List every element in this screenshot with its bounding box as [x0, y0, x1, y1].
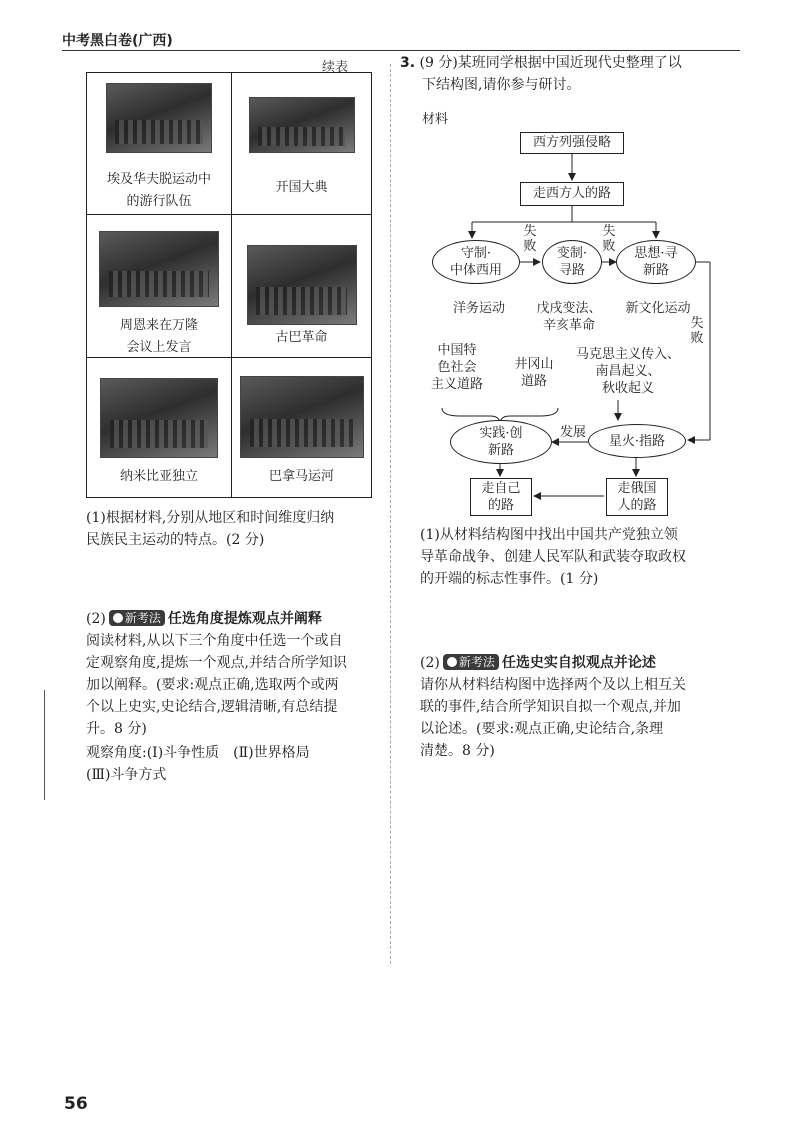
node-new-thought: 思想·寻 新路: [616, 240, 696, 284]
photo-cell-panama: [232, 358, 371, 497]
photo-founding-ceremony: [249, 97, 355, 153]
fail-label: 失败: [602, 224, 616, 254]
question-3-part-1: (1)从材料结构图中找出中国共产党独立领 导革命战争、创建人民军队和武装夺取政权 的开端的标志性事件。(1 分): [420, 527, 686, 587]
photo-cell-cuba: [232, 215, 371, 358]
node-russian-road: 走俄国 人的路: [606, 478, 668, 516]
new-method-badge: 新考法: [443, 654, 499, 670]
column-divider: [390, 64, 391, 964]
event-new-culture: 新文化运动: [625, 301, 691, 316]
question-heading: (2) 新考法 任选角度提炼观点并阐释: [86, 611, 322, 627]
node-conservative-reform: 守制· 中体西用: [432, 240, 520, 284]
exam-series-title: 中考黑白卷(广西): [62, 33, 173, 49]
node-western-road: 走西方人的路: [520, 182, 624, 206]
lightbulb-icon: [447, 657, 457, 667]
label-jinggangshan-road: 井冈山 道路: [514, 357, 554, 389]
photo-table: [86, 72, 372, 498]
header-rule: [62, 50, 740, 51]
caption: 巴拿马运河: [268, 469, 334, 484]
material-label: 材料: [422, 112, 449, 127]
label-marxism-uprisings: 马克思主义传入、 南昌起义、 秋收起义: [575, 347, 680, 396]
fail-label: 失败: [523, 224, 537, 254]
photo-cell-namibia: [87, 358, 232, 497]
photo-bandung-conference: [99, 231, 219, 307]
question-3-intro: 3. (9 分)某班同学根据中国近现代史整理了以 下结构图,请你参与研讨。: [400, 55, 682, 93]
page-number: 56: [64, 1094, 88, 1114]
node-own-road: 走自己 的路: [470, 478, 532, 516]
question-2-part-1: (1)根据材料,分别从地区和时间维度归纳 民族民主运动的特点。(2 分): [86, 510, 335, 548]
question-2-part-2: (2) 新考法 任选角度提炼观点并阐释 阅读材料,从以下三个角度中任选一个或自 定观察角度,提炼一个观点,并结合所学知识 加以阐释。(要求:观点正确,选取两个或两 个以上史实,史论结合,逻辑清晰,有总结提 升。8 分) 观察角度:(Ⅰ)斗争性质 (Ⅱ)世界格局 (Ⅲ)斗争方式: [86, 608, 386, 786]
photo-egypt-wafd-march: [106, 83, 212, 153]
caption: 纳米比亚独立: [119, 469, 198, 484]
continued-table-label: 续表: [322, 60, 349, 75]
caption: 埃及华夫脱运动中 的游行队伍: [106, 172, 211, 209]
photo-cuban-revolution: [247, 245, 357, 325]
caption: 开国大典: [275, 180, 328, 195]
event-westernization: 洋务运动: [452, 301, 505, 316]
margin-mark: [44, 690, 45, 800]
question-number: 3.: [400, 55, 416, 71]
node-system-change: 变制· 寻路: [542, 240, 602, 284]
structure-diagram: [420, 124, 720, 524]
photo-panama-canal: [240, 376, 364, 458]
node-practice-innovation: 实践·创 新路: [450, 420, 552, 464]
photo-cell-egypt: [87, 73, 232, 215]
caption: 周恩来在万隆 会议上发言: [119, 318, 198, 355]
question-heading: (2) 新考法 任选史实自拟观点并论述: [420, 655, 656, 671]
photo-cell-bandung: [87, 215, 232, 358]
label-socialism-road: 中国特 色社会 主义道路: [430, 343, 483, 392]
new-method-badge: 新考法: [109, 610, 165, 626]
node-western-aggression: 西方列强侵略: [520, 132, 624, 154]
lightbulb-icon: [113, 613, 123, 623]
caption: 古巴革命: [275, 330, 328, 345]
question-3-part-2: (2) 新考法 任选史实自拟观点并论述 请你从材料结构图中选择两个及以上相互关 联的事件,结合所学知识自拟一个观点,并加 以论述。(要求:观点正确,史论结合,条理 清楚。8 分): [420, 652, 740, 762]
event-reform-revolution: 戊戌变法、 辛亥革命: [536, 301, 602, 333]
develop-label: 发展: [559, 425, 586, 440]
photo-cell-founding: [232, 73, 371, 215]
node-spark-guide: 星火·指路: [588, 424, 686, 458]
fail-label-right: 失败: [690, 316, 704, 346]
photo-namibia-independence: [100, 378, 218, 458]
